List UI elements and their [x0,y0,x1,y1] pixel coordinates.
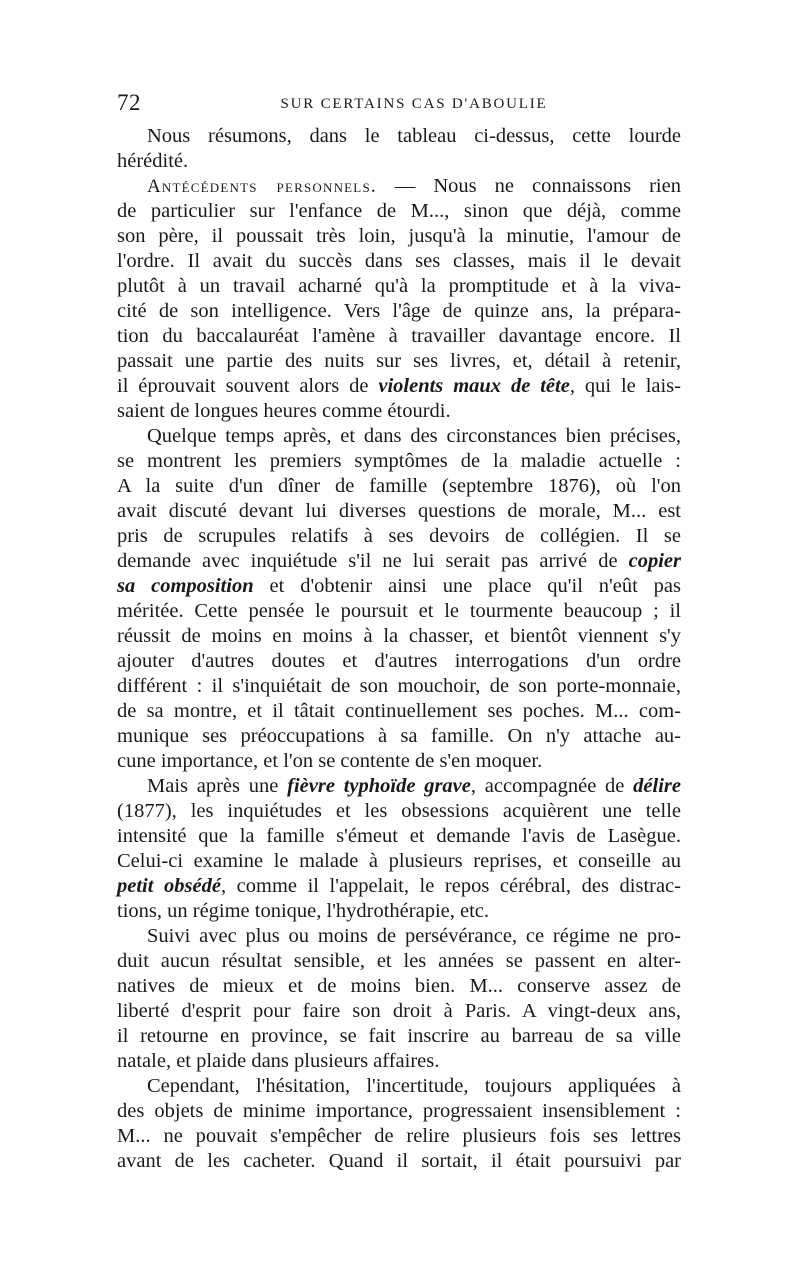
text-line [117,774,681,799]
text-line [117,574,681,599]
text-line: ajouter d'autres doutes et d'autres interrogations d'un ordre [117,650,681,672]
paragraph-3 [117,424,681,774]
emphasis: violents maux de tête [378,375,570,397]
text-line: tion du baccalauréat l'amène à travailler davantage encore. Il [117,325,681,347]
text-line: natale, et plaide dans plusieurs affaires. [117,1050,440,1072]
text-span: il éprouvait souvent alors de [117,375,379,397]
text-line: Cependant, l'hésitation, l'incertitude, toujours appliquées à [147,1075,681,1097]
text-span: — Nous ne connaissons rien [376,175,681,197]
page-number: 72 [117,90,141,115]
paragraph-5 [117,924,681,1074]
emphasis: délire [633,775,681,797]
text-span: , qui le lais- [569,375,681,397]
text-line: cité de son intelligence. Vers l'âge de quinze ans, la prépara- [117,300,681,322]
text-line: réussit de moins en moins à la chasser, et bientôt viennent s'y [117,625,681,647]
text-line: Suivi avec plus ou moins de persévérance, ce régime ne pro- [147,925,681,947]
paragraph-6 [117,1074,681,1174]
paragraph-4 [117,774,681,924]
text-line: son père, il poussait très loin, jusqu'à la minutie, l'amour de [117,225,681,247]
text-line: méritée. Cette pensée le poursuit et le tourmente beaucoup ; il [117,600,681,622]
text-span: demande avec inquiétude s'il ne lui serait pas arrivé de [117,550,629,572]
text-line: passait une partie des nuits sur ses livres, et, détail à retenir, [117,350,681,372]
text-line: de sa montre, et il tâtait continuellement ses poches. M... com- [117,700,681,722]
running-head [117,88,681,124]
paragraph-1 [117,124,681,174]
text-line: des objets de minime importance, progressaient insensiblement : [117,1100,681,1122]
text-line: avant de les cacheter. Quand il sortait, il était poursuivi par [117,1150,681,1172]
text-line: plutôt à un travail acharné qu'à la promptitude et à la viva- [117,275,681,297]
text-line: liberté d'esprit pour faire son droit à Paris. A vingt-deux ans, [117,1000,681,1022]
text-line: saient de longues heures comme étourdi. [117,400,451,422]
text-line: Celui-ci examine le malade à plusieurs reprises, et conseille au [117,850,681,872]
text-line: se montrent les premiers symptômes de la maladie actuelle : [117,450,681,472]
text-line: tions, un régime tonique, l'hydrothérapie, etc. [117,900,490,922]
emphasis: petit obsédé [117,875,221,897]
text-line: différent : il s'inquiétait de son mouchoir, de son porte-monnaie, [117,675,681,697]
text-span: , accompagnée de [470,775,634,797]
text-span: et d'obtenir ainsi une place qu'il n'eût pas [253,575,681,597]
text-line: Quelque temps après, et dans des circonstances bien précises, [147,425,681,447]
text-span: , comme il l'appelait, le repos cérébral, des distrac- [220,875,681,897]
text-line: pris de scrupules relatifs à ses devoirs de collégien. Il se [117,525,681,547]
text-line: natives de mieux et de moins bien. M... conserve assez de [117,975,681,997]
paragraph-2 [117,174,681,424]
text-line: Nous résumons, dans le tableau ci-dessus, cette lourde [147,125,681,147]
book-page [117,88,681,1248]
emphasis: sa composition [117,575,254,597]
text-line [117,374,681,399]
emphasis: copier [628,550,681,572]
text-line: A la suite d'un dîner de famille (septembre 1876), où l'on [117,475,681,497]
running-title: SUR CERTAINS CAS D'ABOULIE [280,96,548,112]
text-line: avait discuté devant lui diverses questions de morale, M... est [117,500,681,522]
text-line: intensité que la famille s'émeut et demande l'avis de Lasègue. [117,825,681,847]
text-line: cune importance, et l'on se contente de s'en moquer. [117,750,543,772]
emphasis: fièvre typhoïde grave [287,775,471,797]
section-lede: Antécédents personnels. [147,176,377,197]
text-line: M... ne pouvait s'empêcher de relire plusieurs fois ses lettres [117,1125,681,1147]
text-span: Mais après une [147,775,288,797]
text-line [117,174,681,199]
text-line: duit aucun résultat sensible, et les années se passent en alter- [117,950,681,972]
text-line: (1877), les inquiétudes et les obsessions acquièrent une telle [117,800,681,822]
text-line [117,874,681,899]
text-line: munique ses préoccupations à sa famille. On n'y attache au- [117,725,681,747]
text-line: hérédité. [117,150,189,172]
text-line: de particulier sur l'enfance de M..., sinon que déjà, comme [117,200,681,222]
text-line [117,549,681,574]
body-text [117,124,681,1174]
text-line: l'ordre. Il avait du succès dans ses classes, mais il le devait [117,250,681,272]
text-line: il retourne en province, se fait inscrire au barreau de sa ville [117,1025,681,1047]
